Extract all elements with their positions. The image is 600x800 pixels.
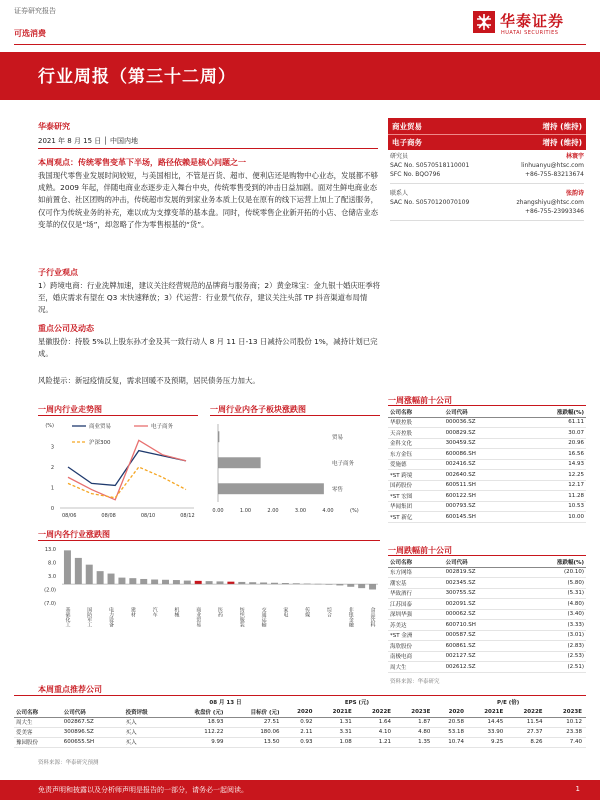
x-tick-label: 1.00 [239,508,252,514]
table-cell: 豫园股份 [16,740,39,746]
x-tick-label: 家电 [282,607,289,617]
legend-label: 沪深300 [89,440,111,446]
bar [249,582,256,584]
table-cell: 天音控股 [388,428,446,439]
bar [217,581,224,584]
table-cell: (20.10) [517,567,586,578]
column-header: 收盘价 (元) [194,709,224,716]
table-cell: 600511.SH [446,480,518,491]
table-cell: 华联控股 [388,417,446,428]
table-cell: 12.25 [517,470,586,481]
table-cell: 潮宏基 [388,578,446,589]
table-cell: 海欣股份 [388,641,446,652]
analyst-divider [390,220,584,221]
table-row [388,588,586,599]
table-cell: 南极电商 [388,651,446,662]
table-row [388,417,586,428]
picks-source: 资料来源：华泰研究预测 [38,760,99,766]
table-cell: (2.53) [517,651,586,662]
table-cell: 金科文化 [388,438,446,449]
table-cell: 买入 [125,720,137,726]
group-header: 08 月 13 日 [209,700,242,706]
table-cell: 0.93 [300,739,313,745]
huatai-logo [472,8,588,40]
table-cell: (5.31) [517,588,586,599]
x-tick-label: 国防军工 [86,607,93,627]
column-header: 2022E [371,708,392,715]
category-label: 电子商务 [332,461,355,468]
x-tick-label: 汽车 [151,607,158,617]
table-cell: 国药股份 [388,480,446,491]
analyst-sac: SAC No. S0570120070109 [390,199,470,206]
x-tick-label: 非银金融 [347,607,354,627]
x-tick-label: 商业贸易 [195,607,202,627]
legend-label: 电子商务 [151,424,174,430]
table-cell: 8.26 [530,739,543,745]
report-label: 证券研究报告 [14,7,56,15]
line-chart [38,418,200,524]
page-number: 1 [575,785,580,793]
rating-sector: 商业贸易 [392,122,422,131]
table-cell: 18.93 [207,719,224,725]
lead-paragraph: 我国现代零售业发展时间较短，与美国相比，不管是百货、超市、便利店还是购物中心业态，发展都不够成熟。2009 年起，伴随电商业态逐步走入舞台中央，传统零售受到的冲击日益加剧。面对生鲜电商业态如前置仓、社区团购的冲击，传统超市发展的到家业务本质上仅是在原有的线下运营上加上了配送服务，仅可作为传统业务的补充，难以成为支撑变革的基本盘。同时，传统零售企业新开拓的小店、仓储店业态变革的仅仅是“场”，却忽略了作为零售根基的“货”。 [38,171,378,229]
table-header-row [388,557,586,567]
table-cell: 002819.SZ [446,567,518,578]
hbar-chart [210,418,382,524]
logo-cn-text: 华泰证券 [500,12,565,30]
table-cell: 周大生 [16,720,33,726]
y-tick-label: (7.0) [44,601,56,607]
table-cell: (3.40) [517,609,586,620]
bar [206,581,213,584]
logo-en-text: HUATAI SECURITIES [501,30,559,36]
table-cell: 000036.SZ [446,417,518,428]
table-cell: 2.11 [300,729,313,735]
bar [195,581,202,584]
legend-label: 商业贸易 [89,424,112,430]
table-cell: *ST 金洲 [388,630,446,641]
bar [227,582,234,584]
y-tick-label: (2.0) [44,587,56,594]
chart-title-rule [210,415,380,416]
vbar-chart-title: 一周内各行业涨跌图 [38,530,110,539]
x-tick-label: 纺织服装 [238,607,245,627]
table-cell: 002091.SZ [446,599,518,610]
table-cell: 4.80 [418,729,431,735]
group-header-row [14,697,586,707]
table-cell: 10.12 [566,719,582,725]
y-tick-label: 3 [50,444,54,451]
column-header: 公司名称 [388,407,446,417]
y-tick-label: 8.0 [48,560,56,567]
table-row [388,470,586,481]
picks-table [14,697,586,748]
table-cell: 苏美达 [388,620,446,631]
table-cell: 002416.SZ [446,459,518,470]
x-tick-label: 机械 [173,607,180,617]
bar [86,565,93,584]
table-cell: 002640.SZ [446,470,518,481]
column-header: 2022E [523,708,543,715]
report-title: 行业周报（第三十二周） [38,67,236,87]
top-gainers-title: 一周涨幅前十公司 [388,396,452,405]
column-header: 公司名称 [16,709,39,716]
table-cell: 9.25 [491,739,504,745]
table-cell: 000793.SZ [446,501,518,512]
x-tick-label: 食品饮料 [369,607,376,627]
table-cell: 61.11 [517,417,586,428]
table-header-row [388,407,586,417]
table-row [388,578,586,589]
y-tick-label: 3.0 [48,574,56,580]
bar [173,580,180,584]
table-cell: 27.51 [263,719,280,725]
table-row [388,620,586,631]
table-cell: 江苏国泰 [388,599,446,610]
table-cell: 20.58 [448,719,464,725]
analyst-role: 联系人 [390,190,409,197]
table-cell: 600086.SH [446,449,518,460]
x-tick-label: 4.00 [322,508,334,514]
table-row [388,480,586,491]
title-band [0,52,600,100]
lead-heading: 本周观点：传统零售变革下半场，路径依赖是核心问题之一 [38,158,246,167]
table-cell: 002127.SZ [446,651,518,662]
huatai-logo-icon [472,10,496,34]
picks-rule [14,695,586,696]
table-cell: 000062.SZ [446,609,518,620]
table-row [388,459,586,470]
bar [64,550,71,584]
table-cell: 30.07 [517,428,586,439]
x-tick-label: 交通运输 [260,607,267,627]
bar [97,571,104,584]
table-cell: 1.31 [339,719,352,725]
table-cell: 深圳华强 [388,609,446,620]
rating-row [388,119,586,133]
analyst-phone: +86-755-83213674 [525,171,584,178]
table-cell: 180.06 [260,729,280,735]
column-header: 2023E [411,708,431,715]
table-cell: 10.00 [517,512,586,523]
table-cell: *ST 新亿 [388,512,446,523]
table-cell: 11.28 [517,491,586,502]
table-title-rule [388,405,586,406]
chart-title-rule [38,415,198,416]
table-cell: 600861.SZ [446,641,518,652]
table-cell: 002867.SZ [63,719,94,725]
table-cell: (5.80) [517,578,586,589]
column-header: 公司名称 [388,557,446,567]
y-tick-label: 13.0 [44,547,56,553]
losers-source: 资料来源：华泰研究 [390,679,440,685]
bar [75,558,82,584]
table-cell: 300896.SZ [63,729,94,735]
table-cell: 53.18 [448,729,464,735]
x-tick-label: 2.00 [267,508,279,514]
rating-sector: 电子商务 [392,138,422,147]
series-line [68,440,186,499]
table-row [388,630,586,641]
company-paragraph: 星徽股份：持股 5%以上股东孙才金及其一致行动人 8 月 11 日-13 日减持公司股份 1%，减持计划已完成。 [38,337,378,359]
y-tick-label: (%) [45,423,54,429]
company-heading: 重点公司及动态 [38,324,94,333]
table-row [388,449,586,460]
column-header: 公司代码 [63,709,86,716]
x-tick-label: 08/06 [62,513,77,519]
column-header: 公司代码 [446,407,518,417]
table-cell: 1.64 [378,719,392,725]
bar [218,483,324,494]
column-header: 涨跌幅(%) [517,407,586,417]
table-row [388,438,586,449]
rating-row [388,134,586,148]
sub-paragraph: 1）跨境电商：行业洗牌加速，建议关注经营规范的品牌商与服务商；2）黄金珠宝：金九银十婚庆旺季将至，婚庆需求有望在 Q3 末快速释放；3）代运营：行业景气依存，建议关注头部 TP 抖音渠道布局情况。 [38,281,380,315]
table-cell: 周大生 [388,662,446,673]
table-cell: 000829.SZ [446,428,518,439]
hbar-chart-title: 一周行业内各子板块涨跌图 [210,405,306,414]
bar [118,578,125,584]
bar [108,574,115,585]
group-header: P/E (倍) [497,700,520,706]
table-cell: (2.51) [517,662,586,673]
x-tick-label: 08/12 [180,513,195,519]
ratings-box [388,118,586,150]
table-cell: 0.92 [300,719,313,725]
x-tick-label: 医药 [217,607,223,617]
analyst-sfc: SFC No. BQO796 [390,171,441,178]
column-header: 2023E [562,708,582,715]
column-header: 投资评级 [125,709,148,716]
group-header [14,697,171,707]
table-cell: 23.38 [566,729,582,735]
header-divider [14,44,586,45]
top-losers-title: 一周跌幅前十公司 [388,546,452,555]
top-losers-table [388,557,586,673]
table-cell: 华致酒行 [388,588,446,599]
rating-value: 增持 (维持) [542,138,582,147]
rating-value: 增持 (维持) [542,122,582,131]
table-cell: 买入 [125,740,137,746]
table-cell: 3.31 [339,729,352,735]
bar [140,579,147,584]
table-cell: (3.33) [517,620,586,631]
table-row [388,501,586,512]
table-cell: 11.54 [526,719,543,725]
table-cell: *ST 宏图 [388,491,446,502]
column-header: 目标价 (元) [250,709,280,716]
table-cell: 买入 [125,730,137,736]
x-tick-label: 08/08 [101,513,116,519]
x-tick-label: 传媒 [304,607,311,617]
analyst-block [390,189,584,216]
table-cell: 002345.SZ [446,578,518,589]
analyst-name: 林寰宇 [565,153,584,160]
table-cell: 9.99 [211,739,224,745]
bar [358,584,365,588]
chart-title-rule [38,540,380,541]
table-cell: 14.93 [517,459,586,470]
bar [184,581,191,585]
bar [129,578,136,584]
table-cell: (2.83) [517,641,586,652]
table-cell: 300755.SZ [446,588,518,599]
column-header: 2020 [448,708,464,715]
table-cell: 1.87 [418,719,431,725]
group-header: EPS (元) [344,700,370,706]
x-tick-label: 电力设备 [108,607,115,627]
table-cell: 华闻集团 [388,501,446,512]
table-row [388,609,586,620]
table-cell: 20.96 [517,438,586,449]
table-cell: 13.50 [263,739,280,745]
x-tick-label: 建材 [129,607,136,617]
section-tag: 可选消费 [14,29,46,38]
table-cell: 10.53 [517,501,586,512]
x-tick-label: 0.00 [212,508,224,514]
table-cell: 112.22 [204,729,224,735]
picks-title: 本周重点推荐公司 [38,685,102,694]
table-cell: 东方金钰 [388,449,446,460]
bar [218,457,261,468]
x-tick-label: 08/10 [140,513,156,519]
y-tick-label: 0 [50,506,54,512]
table-row [388,641,586,652]
bar [347,584,354,587]
table-cell: 爱施德 [388,459,446,470]
table-cell: 33.90 [487,729,504,735]
x-tick-label: 综合 [325,607,332,617]
table-cell: 600145.SH [446,512,518,523]
table-row [388,599,586,610]
table-cell: 1.21 [378,739,392,745]
table-row [388,491,586,502]
column-header: 2020 [297,708,313,715]
bar [369,584,376,589]
x-tick-label: 基础化工 [64,607,71,627]
table-row [388,512,586,523]
date-divider [38,148,378,149]
analyst-divider [390,183,584,184]
table-cell: 000587.SZ [446,630,518,641]
sub-heading: 子行业观点 [38,268,78,277]
table-cell: 27.37 [526,729,543,735]
table-cell: 14.45 [487,719,504,725]
research-team: 华泰研究 [38,122,70,131]
footer-band [0,780,600,800]
table-header-row [14,707,586,717]
bar [162,580,169,584]
line-chart-title: 一周内行业走势图 [38,405,102,414]
table-cell: 1.08 [339,739,352,745]
table-cell: 1.35 [418,739,431,745]
table-cell: 4.10 [378,729,392,735]
table-cell: 16.56 [517,449,586,460]
column-header: 2021E [484,708,504,715]
analyst-role: 研究员 [390,153,409,160]
table-row [388,651,586,662]
bar [238,582,245,584]
table-cell: (4.80) [517,599,586,610]
unit-label: (%) [350,508,359,514]
table-cell: 002612.SZ [446,662,518,673]
top-gainers-table [388,407,586,523]
analyst-email: linhuanyu@htsc.com [521,162,584,169]
table-cell: 爱美客 [16,730,33,736]
table-cell: 600710.SH [446,620,518,631]
y-tick-label: 2 [50,465,54,471]
column-header: 2021E [332,708,352,715]
table-cell: 东方网络 [388,567,446,578]
table-cell: 12.17 [517,480,586,491]
table-row [388,567,586,578]
y-tick-label: 1 [50,485,54,492]
table-cell: 7.40 [569,739,582,745]
bar [151,580,158,585]
table-row [14,727,586,737]
table-cell: 10.74 [448,739,464,745]
column-header: 公司代码 [446,557,518,567]
x-tick-label: 3.00 [294,508,307,514]
table-row [14,737,586,747]
analyst-block [390,152,584,179]
table-row [388,428,586,439]
analyst-name: 张韵诗 [565,190,584,197]
category-label: 零售 [332,487,344,494]
analyst-role-row [390,152,584,161]
date-line: 2021 年 8 月 15 日 │ 中国内地 [38,137,138,145]
table-row [14,717,586,727]
table-cell: *ST 跨境 [388,470,446,481]
table-cell: 600655.SH [63,739,95,745]
footer-disclaimer: 免责声明和披露以及分析师声明是报告的一部分，请务必一起阅读。 [38,786,248,794]
table-row [388,662,586,673]
category-label: 贸易 [332,435,344,442]
table-cell: (3.01) [517,630,586,641]
analyst-sac: SAC No. S0570518110001 [390,162,470,169]
risk-paragraph: 风险提示：新冠疫情反复，需求回暖不及预期，居民债务压力加大。 [38,376,260,385]
table-cell: 300459.SZ [446,438,518,449]
analyst-email: zhangshiyu@htsc.com [516,199,584,206]
table-title-rule [388,555,586,556]
table-cell: 600122.SH [446,491,518,502]
vbar-chart [38,543,382,645]
column-header: 涨跌幅(%) [517,557,586,567]
analyst-phone: +86-755-23993346 [525,208,584,215]
